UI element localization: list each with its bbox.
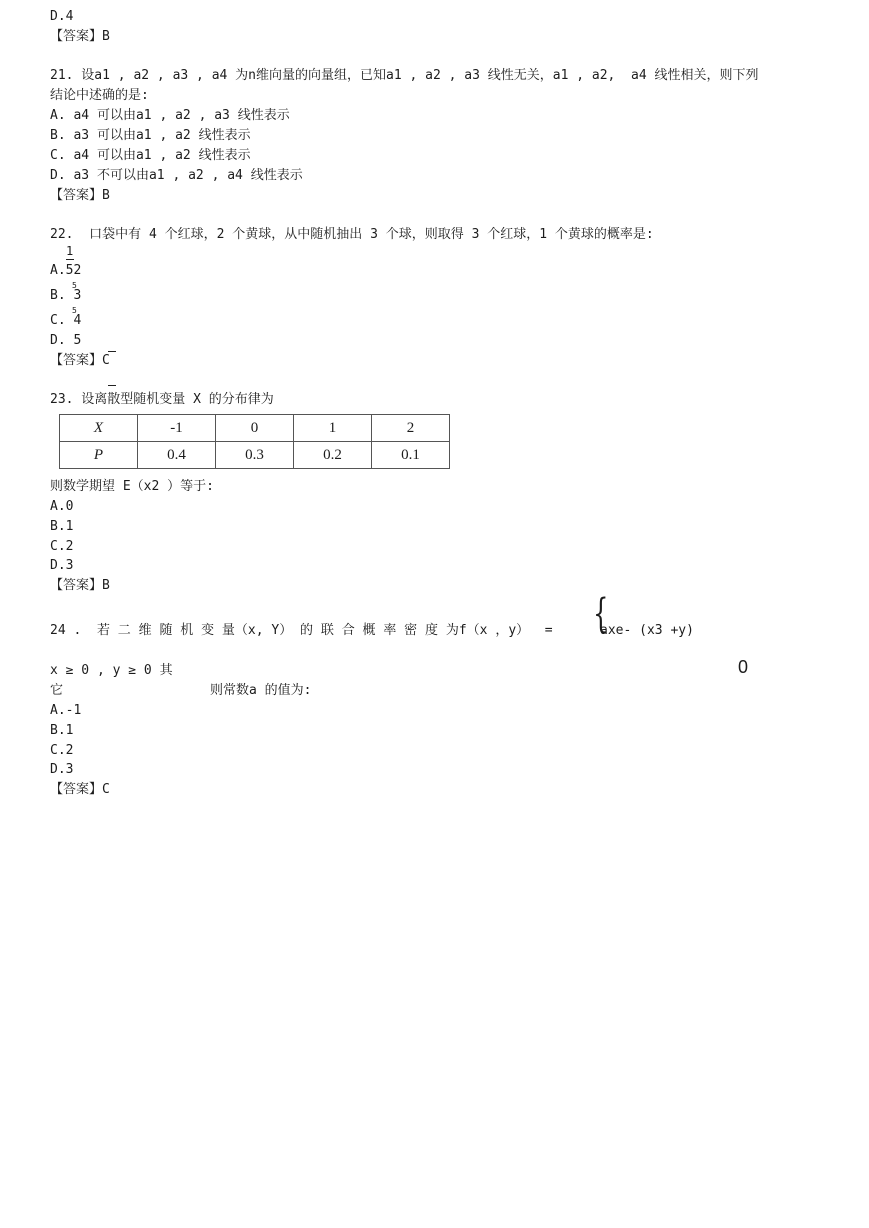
x-value-cell: 2 xyxy=(372,415,450,442)
q22-stem: 22. 口袋中有 4 个红球，2 个黄球，从中随机抽出 3 个球，则取得 3 个红球，1 个黄球的概率是: xyxy=(50,227,654,242)
q21-option-b: B. a3 可以由a1 , a2 线性表示 xyxy=(50,128,251,143)
p-value-cell: 0.3 xyxy=(216,442,294,469)
q22-fraction-bar xyxy=(66,259,74,260)
q24-answer: 【答案】C xyxy=(50,782,110,797)
q24-question: 则常数a 的值为: xyxy=(210,683,312,698)
x-value-cell: 0 xyxy=(216,415,294,442)
table-row-label-p: P xyxy=(60,442,138,469)
table-row xyxy=(60,415,450,442)
q24-option-a: A.-1 xyxy=(50,703,82,718)
q20-answer: 【答案】B xyxy=(50,29,110,44)
p-value-cell: 0.1 xyxy=(372,442,450,469)
q23-answer: 【答案】B xyxy=(50,578,110,593)
q22-option-a: A.52 xyxy=(50,263,82,278)
q22-answer: 【答案】C xyxy=(50,353,110,368)
q21-option-c: C. a4 可以由a1 , a2 线性表示 xyxy=(50,148,251,163)
distribution-table xyxy=(59,414,450,469)
q22-overline-c xyxy=(108,351,116,352)
p-value-cell: 0.4 xyxy=(138,442,216,469)
q24-case-expression: axe- (x3 +y) xyxy=(600,623,694,638)
q22-option-b: B. 3 xyxy=(50,288,82,303)
q24-stem: 24 . 若 二 维 随 机 变 量（x, Y） 的 联 合 概 率 密 度 为f（x ，y） = xyxy=(50,623,553,638)
q23-option-a: A.0 xyxy=(50,499,74,514)
x-value-cell: 1 xyxy=(294,415,372,442)
q23-overline xyxy=(108,385,116,386)
q21-option-d: D. a3 不可以由a1 , a2 , a4 线性表示 xyxy=(50,168,303,183)
q23-question: 则数学期望 E（x2 ）等于: xyxy=(50,479,214,494)
q22-fraction-top: 1 xyxy=(66,244,74,258)
q21-stem-line1: 21. 设a1 , a2 , a3 , a4 为n维向量的向量组，已知a1 , a2 , a3 线性无关，a1 , a2, a4 线性相关，则下列 xyxy=(50,68,759,83)
p-value-cell: 0.2 xyxy=(294,442,372,469)
q21-stem-line2: 结论中述确的是: xyxy=(50,88,149,103)
q24-condition-line: x ≥ 0 , y ≥ 0 其 xyxy=(50,663,173,678)
q24-option-d: D.3 xyxy=(50,762,74,777)
table-row-label-x: X xyxy=(60,415,138,442)
q23-stem: 23. 设离散型随机变量 X 的分布律为 xyxy=(50,392,274,407)
q22-option-d: D. 5 xyxy=(50,333,82,348)
piecewise-brace: { xyxy=(593,591,609,637)
q21-answer: 【答案】B xyxy=(50,188,110,203)
q24-zero-value: 0 xyxy=(738,657,749,677)
table-row xyxy=(60,442,450,469)
q20-option-d: D.4 xyxy=(50,9,74,24)
q23-option-b: B.1 xyxy=(50,519,74,534)
x-value-cell: -1 xyxy=(138,415,216,442)
q22-small-mark-1: 5 xyxy=(72,281,77,290)
q22-option-c: C. 4 xyxy=(50,313,82,328)
q23-option-d: D.3 xyxy=(50,558,74,573)
q21-option-a: A. a4 可以由a1 , a2 , a3 线性表示 xyxy=(50,108,290,123)
q24-option-c: C.2 xyxy=(50,743,74,758)
q24-option-b: B.1 xyxy=(50,723,74,738)
q22-small-mark-2: 5 xyxy=(72,306,77,315)
q24-other-line: 它 xyxy=(50,683,64,698)
q23-option-c: C.2 xyxy=(50,539,74,554)
